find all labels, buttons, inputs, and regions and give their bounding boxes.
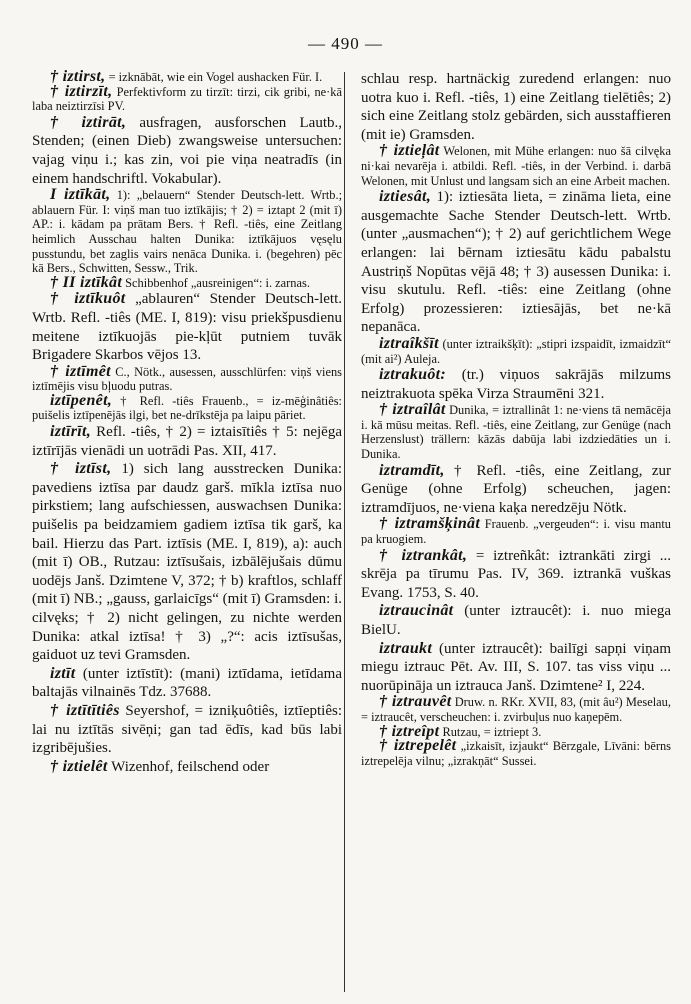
entry-definition: Rutzau, = iztriept 3.: [439, 724, 542, 739]
entry-definition: (unter iztīstīt): (mani) iztīdama, ietīdama baltajās vilnainēs Tdz. 37688.: [32, 665, 342, 701]
dictionary-entry: [32, 188, 342, 276]
entry-definition: 1): iztiesāta lieta, = zināma lieta, eine ausgemachte Sache Stender Deutsch-lett. Wrtb. (unter „ausmachen“); † 2) auf gerichtlichem Wege erlangen: lai bērnam iztiesātu kādu pabalstu Austriņš Nopūtas vējā 48; † 3) ausessen Dunika: i. visu skutulu. Refl. -tiês: eine Zeitlang (ohne Erfolg) prozessieren: iztiesājās, bet ne·kā nepanāca.: [361, 189, 671, 336]
entry-headword: iztraucinât: [379, 602, 454, 620]
entry-headword: † iztrepelêt: [379, 737, 457, 755]
entry-definition: Druw. n. RKr. XVII, 83, (mit âu²) Meselau, = iztraucêt, verscheuchen: i. zvirbuļus nuo kaņepēm.: [361, 695, 671, 724]
entry-definition: Frauenb. „vergeuden“: i. visu mantu pa kruogiem.: [361, 517, 671, 547]
entry-headword: iztramdīt,: [379, 461, 445, 479]
dictionary-entry: [32, 702, 342, 758]
page-number: — 490 —: [308, 34, 383, 53]
entry-definition: Dunika, = iztrallinât 1: ne·viens tā nemācēja i. kā mūsu meitas. Refl. -tiês, eine Zeitlang, zur Genüge (nach Herzenslust) trällern: kāzās dabūja labi izdziedāties un i. Dunika.: [361, 403, 671, 462]
entry-headword: † iztreîpt: [379, 722, 440, 740]
entry-definition: (tr.) viņuos sakrājās milzums neiztrakuota spēka Virza Straumēni 321.: [361, 367, 671, 402]
entry-headword: † iztirzīt,: [50, 82, 113, 100]
entry-definition: = izknābāt, wie ein Vogel aushacken Für. I.: [105, 70, 323, 84]
entry-definition: Seyershof, = izniķuôtiês, iztīeptiês: lai nu iztītās sivēņi; gan tad ēdīs, kad būs labi izgribējušies.: [32, 702, 342, 757]
entry-definition: (unter iztraikšķīt): „stipri izspaidīt, izmaidzīt“ (mit ai²) Auleja.: [361, 336, 671, 366]
dictionary-entry: [361, 640, 671, 696]
entry-headword: † iztirst,: [50, 68, 106, 85]
dictionary-entry: [32, 273, 342, 291]
dictionary-entry: [361, 366, 671, 403]
dictionary-entry: [361, 144, 671, 188]
entry-definition: C., Nötk., ausessen, ausschlürfen: viņš viens iztīmējis visu bļuodu putras.: [32, 364, 342, 394]
entry-definition: Welonen, mit Mühe erlangen: nuo šā cilvęka ni·kai nevarēja i. atbildi. Refl. -tiês, in der Verbind. i. darbā Welonen, mit Unlust und langsam sich an eine Arbeit machen.: [361, 144, 671, 188]
entry-definition: † Refl. -tiês, eine Zeitlang, zur Genüge (ohne Erfolg) scheuchen, jagen: iztramdījuos, ne·viena kaķa neredzēju Nötk.: [361, 462, 671, 516]
entry-headword: I iztīkāt,: [50, 186, 111, 204]
dictionary-entry: [32, 362, 342, 394]
entry-definition: „izkaisīt, izjaukt“ Bērzgale, Līvāni: bērns iztrepelēja vilnu; „izrakņāt“ Sussei.: [361, 739, 672, 768]
column-divider: [344, 72, 345, 992]
dictionary-entry: [361, 547, 671, 603]
dictionary-entry: [361, 462, 671, 518]
dictionary-entry: [361, 334, 671, 366]
entry-definition: „ablauren“ Stender Deutsch-lett. Wrtb. Refl. -tiês (ME. I, 819): visu priekšpusdienu meitene iztīkuojās pie-kļūt putniem tuvāk Brigadere Skarbos vējos 13.: [32, 291, 342, 364]
entry-definition: Perfektivform zu tirzīt: tirzi, cik gribi, ne·kā laba neiztirzīsi PV.: [32, 84, 342, 114]
entry-headword: † iztīmêt: [50, 362, 111, 380]
dictionary-entry: [32, 391, 342, 423]
dictionary-entry: [32, 114, 342, 188]
entry-headword: iztraukt: [379, 639, 433, 657]
dictionary-entry: [361, 517, 671, 546]
entry-headword: iztīrīt,: [50, 423, 92, 441]
dictionary-entry: [32, 460, 342, 665]
dictionary-entry: [361, 695, 671, 724]
entry-headword: † iztieļât: [379, 142, 440, 160]
entry-definition: schlau resp. hartnäckig zuredend erlangen: nuo uotra kuo i. Refl. -tiês, 1) eine Zeitlang tielētiês; 2) sich eine Zeitlang stolz gebärden, sich ausstaffieren (mit ie) Gramsden.: [361, 71, 671, 143]
dictionary-entry: [361, 70, 671, 144]
entry-headword: † iztrauvêt: [379, 693, 452, 711]
entry-headword: † II iztīkât: [50, 273, 123, 291]
entry-definition: ausfragen, ausforschen Lautb., Stenden; (einen Dieb) zwangsweise untersuchen: vajag viņu i.; kas zin, voi pie viņa neatradīs (in einem handschriftl. Vokabular).: [32, 114, 342, 187]
entry-headword: † iztirāt,: [50, 113, 127, 131]
dictionary-entry: [361, 602, 671, 639]
entry-definition: (unter iztraucêt): i. nuo miega BielU.: [361, 603, 671, 638]
entry-headword: † iztrankât,: [379, 546, 468, 564]
dictionary-entry: [361, 188, 671, 337]
dictionary-entry: [361, 403, 671, 461]
dictionary-entry: [32, 290, 342, 364]
entry-headword: † iztielêt: [50, 757, 108, 775]
entry-headword: † iztīkuôt: [50, 290, 126, 308]
dictionary-entry: [361, 739, 671, 768]
entry-headword: iztrakuôt:: [379, 366, 447, 384]
entry-definition: † Refl. -tiês Frauenb., = iz-mēģinâtiês: puišelis iztīpenējās ilgi, bet ne-drīkstēja pa laipu pāriet.: [32, 393, 342, 423]
dictionary-entry: [32, 423, 342, 460]
entry-headword: iztraîkšīt: [379, 334, 439, 352]
entry-definition: (unter iztraucêt): bailīgi sapņi viņam miegu iztrauc Pēt. Av. III, S. 107. tas viss viņu ... nuorūpināja un iztrauca Janš. Dzimtene² I, 224.: [361, 640, 671, 694]
entry-headword: † iztraîlât: [379, 401, 446, 419]
entry-definition: 1) sich lang ausstrecken Dunika: pavediens iztīsa par daudz garš. mīkla iztīsa nuo pirkstiem; lang aufschiessen, auswachsen Dunika: puišelis pa beidzamiem gadiem iztīsa tik garš, ka bail. Hierzu das Part. iztīsis (ME. I, 819), a): auch (mit ī) OB., Rutzau: iztīsušais, izbālējušais dūmu uodējs Janš. Dzimtene V, 372; † b) kraftlos, schlaff (mit ī) NB.; „gauss, garlaicīgs“ (mit ī) Gramsden: i. cilvęks; † 2) nicht gelingen, zu nichte werden Dunika: atkal iztīsa! † 3) „?“: acis iztīsušas, gaiduot uz tevi Gramsden.: [32, 461, 342, 664]
left-column: [32, 70, 342, 776]
entry-headword: iztīpenêt,: [50, 391, 113, 409]
entry-definition: Schibbenhof „ausreinigen“: i. zarnas.: [122, 275, 310, 290]
entry-definition: Wizenhof, feilschend oder: [107, 758, 270, 775]
entry-headword: † iztīst,: [50, 460, 112, 478]
dictionary-entry: [32, 665, 342, 702]
entry-headword: † iztramšķinât: [379, 515, 481, 533]
entry-headword: iztiesât,: [379, 188, 432, 206]
entry-headword: iztīt: [50, 664, 76, 682]
entry-definition: 1): „belauern“ Stender Deutsch-lett. Wrtb.; ablauern Für. I: viņš man tuo iztīkājis; † 2) = iztapt 2 (mit ī) AP.: i. kādam pa prātam Bers. † Refl. -tiês, eine Zeitlang heimlich Ausschau halten Dunika: iztīkājuos vęsęlu pusstundu, bet zaglis vairs nenāca Dunika. i. (begehren) pēc kā Bers., Schwitten, Sessw., Trik.: [32, 188, 343, 276]
dictionary-entry: [32, 758, 342, 777]
entry-headword: † iztītītiês: [50, 701, 120, 719]
dictionary-entry: [32, 82, 342, 114]
right-column: [361, 70, 671, 768]
entry-definition: Refl. -tiês, † 2) = iztaisītiês † 5: nejēga iztīrījās vienādi un uotrādi Pas. XII, 417.: [32, 424, 342, 459]
entry-definition: = iztreñkât: iztrankāti zirgi ... skrēja pa tīrumu Pas. IV, 369. iztrankā vuškas Evang. 1753, S. 40.: [361, 547, 671, 601]
